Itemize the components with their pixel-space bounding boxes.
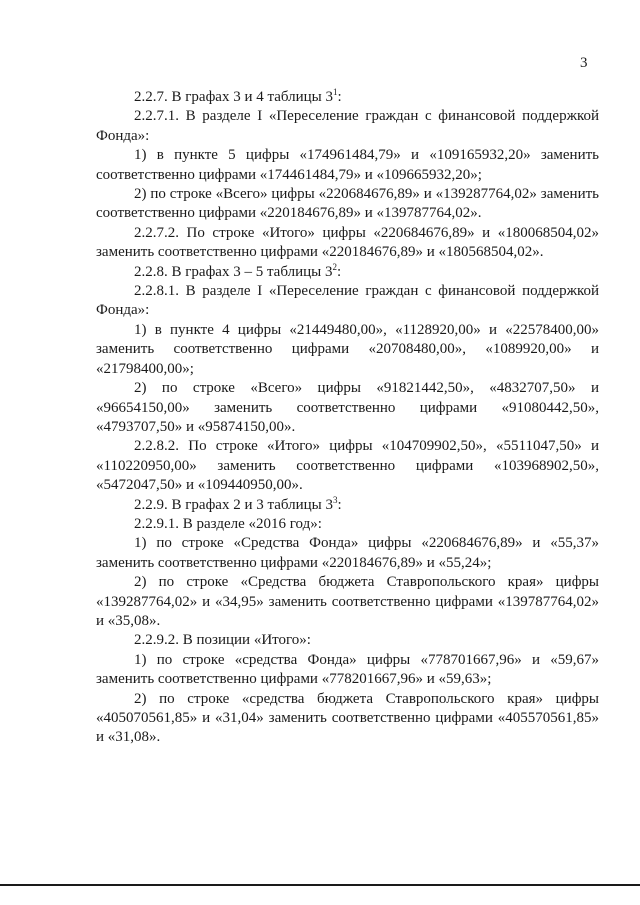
paragraph-2-2-7: 2.2.7. В графах 3 и 4 таблицы $3^1$: (134, 87, 342, 105)
page-number: 3 (580, 55, 588, 71)
superscript: 1 (333, 87, 338, 97)
superscript: 2 (332, 261, 337, 272)
paragraph-2-2-7-1: 2.2.7.1. В разделе I «Переселение граждан с финансовой поддержкой Фонда»: (96, 108, 599, 144)
paragraph-2-2-8: 2.2.8. В графах 3 – 5 таблицы $3^2$: (134, 261, 342, 280)
paragraph-item: 1) по строке «средства Фонда» цифры «778701667,96» и «59,67» заменить соответственно цифрами «778201667,96» и «59,63»; (96, 651, 599, 688)
paragraph-item: 1) по строке «Средства Фонда» цифры «220684676,89» и «55,37» заменить соответственно цифрами «220184676,89» и «55,24»; (96, 535, 599, 571)
paragraph-2-2-9-1: 2.2.9.1. В разделе «2016 год»: (134, 515, 322, 532)
paragraph-item: 1) в пункте 5 цифры «174961484,79» и «109165932,20» заменить соответственно цифрами «174461484,79» и «109665932,20»; (96, 147, 599, 183)
paragraph-item: 2) по строке «Всего» цифры «220684676,89» и «139287764,02» заменить соответственно цифрами «220184676,89» и «139787764,02». (96, 186, 599, 222)
paragraph-2-2-8-1: 2.2.8.1. В разделе I «Переселение граждан с финансовой поддержкой Фонда»: (96, 283, 599, 319)
superscript: 3 (333, 494, 338, 505)
paragraph-2-2-9: 2.2.9. В графах 2 и 3 таблицы $3^3$: (134, 494, 342, 513)
paragraph-item: 1) в пункте 4 цифры «21449480,00», «1128920,00» и «22578400,00» заменить соответственно цифрами «20708480,00», «1089920,00» и «21798400,00»; (96, 321, 599, 377)
paragraph-item: 2) по строке «Средства бюджета Ставропольского края» цифры «139287764,02» и «34,95» заменить соответственно цифрами «139787764,02» и «35,08». (96, 574, 599, 629)
paragraph-2-2-7-2: 2.2.7.2. По строке «Итого» цифры «220684676,89» и «180068504,02» заменить соответственно цифрами «220184676,89» и «180568504,02». (96, 224, 599, 261)
paragraph-2-2-9-2: 2.2.9.2. В позиции «Итого»: (134, 632, 311, 649)
paragraph-item: 2) по строке «средства бюджета Ставропольского края» цифры «405070561,85» и «31,04» заменить соответственно цифрами «405570561,85» и «31,08». (96, 690, 599, 746)
paragraph-item: 2) по строке «Всего» цифры «91821442,50», «4832707,50» и «96654150,00» заменить соответственно цифрами «91080442,50», «4793707,50» и «95874150,00». (96, 380, 599, 435)
document-body (96, 88, 599, 748)
paragraph-2-2-8-2: 2.2.8.2. По строке «Итого» цифры «104709902,50», «5511047,50» и «110220950,00» заменить соответственно цифрами «103968902,50», «5472047,50» и «109440950,00». (96, 438, 599, 494)
footer-divider (0, 884, 640, 886)
